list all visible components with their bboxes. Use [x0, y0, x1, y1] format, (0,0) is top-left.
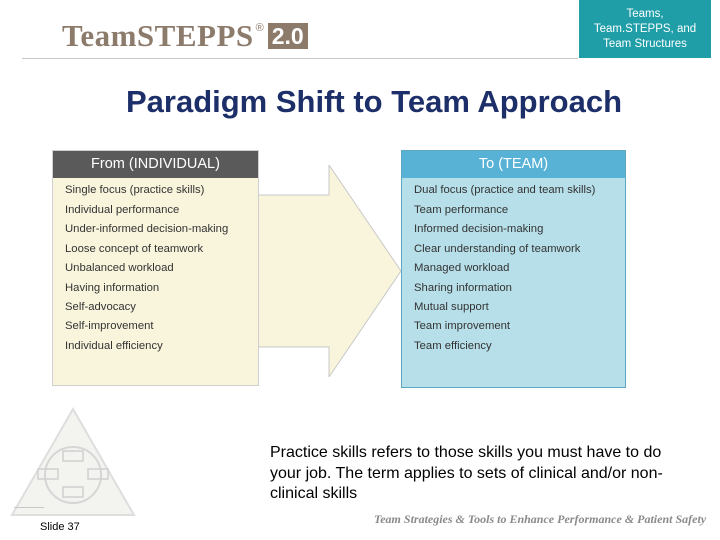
footer-divider [14, 507, 44, 508]
teamstepps-logo [62, 18, 308, 54]
from-item: Loose concept of teamwork [65, 243, 204, 255]
to-panel-heading: To (TEAM) [402, 151, 625, 178]
from-item: Self-improvement [65, 320, 154, 332]
logo-version-badge: 2.0 [268, 23, 308, 49]
to-item: Informed decision-making [414, 223, 544, 235]
from-item: Self-advocacy [65, 301, 136, 313]
right-arrow-icon [258, 165, 402, 377]
logo-text: TeamSTEPPS [62, 18, 254, 53]
logo-registered-mark: ® [255, 22, 264, 34]
teamstepps-triangle-watermark-icon [8, 405, 138, 520]
from-item: Individual performance [65, 204, 180, 216]
footer-tagline: Team Strategies & Tools to Enhance Performance & Patient Safety [374, 512, 707, 526]
from-item: Individual efficiency [65, 340, 163, 352]
caption-text: Practice skills refers to those skills you must have to do your job. The term applies to sets of clinical and/or non-clinical skills [270, 444, 663, 502]
slide-title: Paradigm Shift to Team Approach [125, 84, 623, 119]
section-label-box [579, 0, 711, 58]
slide-number: Slide 37 [40, 521, 80, 533]
to-item: Clear understanding of teamwork [414, 243, 581, 255]
header-divider [22, 58, 578, 59]
from-item: Unbalanced workload [65, 262, 174, 274]
to-item: Sharing information [414, 282, 512, 294]
to-item: Team improvement [414, 320, 511, 332]
to-item: Dual focus (practice and team skills) [414, 184, 596, 196]
to-item: Mutual support [414, 301, 489, 313]
to-item: Managed workload [414, 262, 510, 274]
to-item: Team efficiency [414, 340, 492, 352]
from-panel-heading: From (INDIVIDUAL) [53, 151, 258, 178]
from-item: Having information [65, 282, 160, 294]
from-item: Single focus (practice skills) [65, 184, 205, 196]
to-item: Team performance [414, 204, 509, 216]
section-label: Teams, Team.STEPPS, and Team Structures [593, 7, 697, 50]
from-item: Under-informed decision-making [65, 223, 229, 235]
